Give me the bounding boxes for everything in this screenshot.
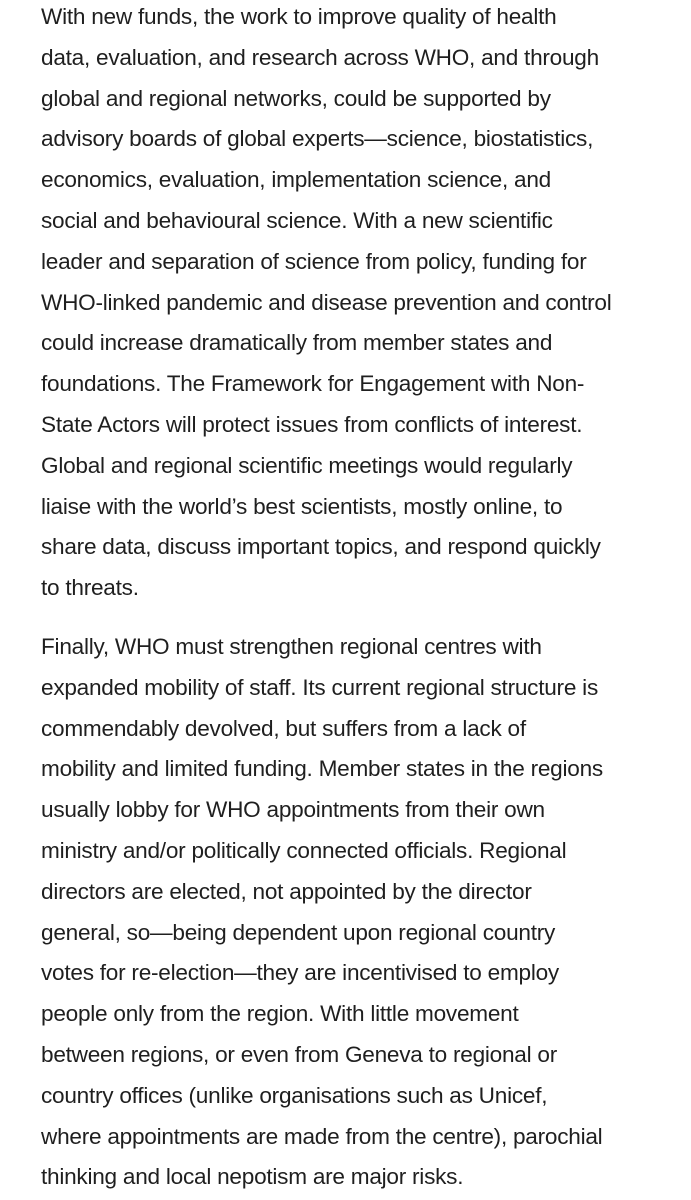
paragraph-health-data-funding bbox=[41, 0, 612, 609]
text-line: between regions, or even from Geneva to regional or bbox=[41, 1041, 557, 1067]
text-line: commendably devolved, but suffers from a lack of bbox=[41, 715, 526, 741]
text-line: With new funds, the work to improve quality of health bbox=[41, 4, 557, 29]
text-line: liaise with the world’s best scientists, mostly online, to bbox=[41, 493, 563, 519]
text-line: economics, evaluation, implementation science, and bbox=[41, 167, 551, 193]
text-line: Global and regional scientific meetings would regularly bbox=[41, 452, 573, 478]
text-line: State Actors will protect issues from conflicts of interest. bbox=[41, 411, 583, 437]
text-line: votes for re-election—they are incentivised to employ bbox=[41, 960, 559, 986]
text-line: social and behavioural science. With a new scientific bbox=[41, 207, 553, 233]
text-line: WHO-linked pandemic and disease prevention and control bbox=[41, 289, 612, 315]
text-line: directors are elected, not appointed by the director bbox=[41, 878, 532, 904]
text-line: people only from the region. With little movement bbox=[41, 1001, 519, 1027]
text-line: usually lobby for WHO appointments from their own bbox=[41, 797, 545, 823]
text-line: to threats. bbox=[41, 575, 139, 601]
text-line: could increase dramatically from member states and bbox=[41, 330, 553, 356]
text-line: leader and separation of science from policy, funding for bbox=[41, 248, 587, 274]
text-line: foundations. The Framework for Engagement with Non- bbox=[41, 371, 585, 397]
text-line: data, evaluation, and research across WHO, and through bbox=[41, 44, 599, 70]
text-line: ministry and/or politically connected officials. Regional bbox=[41, 837, 567, 863]
text-line: expanded mobility of staff. Its current regional structure is bbox=[41, 674, 598, 700]
text-line: thinking and local nepotism are major risks. bbox=[41, 1164, 464, 1190]
text-line: country offices (unlike organisations such as Unicef, bbox=[41, 1082, 548, 1108]
text-line: Finally, WHO must strengthen regional centres with bbox=[41, 634, 542, 659]
text-line: share data, discuss important topics, and respond quickly bbox=[41, 534, 601, 560]
text-line: mobility and limited funding. Member states in the regions bbox=[41, 756, 603, 782]
text-line: global and regional networks, could be supported by bbox=[41, 85, 551, 111]
paragraph-regional-centres bbox=[41, 627, 603, 1198]
text-line: general, so—being dependent upon regional country bbox=[41, 919, 556, 945]
text-line: where appointments are made from the centre), parochial bbox=[41, 1123, 603, 1149]
text-line: advisory boards of global experts—science, biostatistics, bbox=[41, 126, 594, 152]
